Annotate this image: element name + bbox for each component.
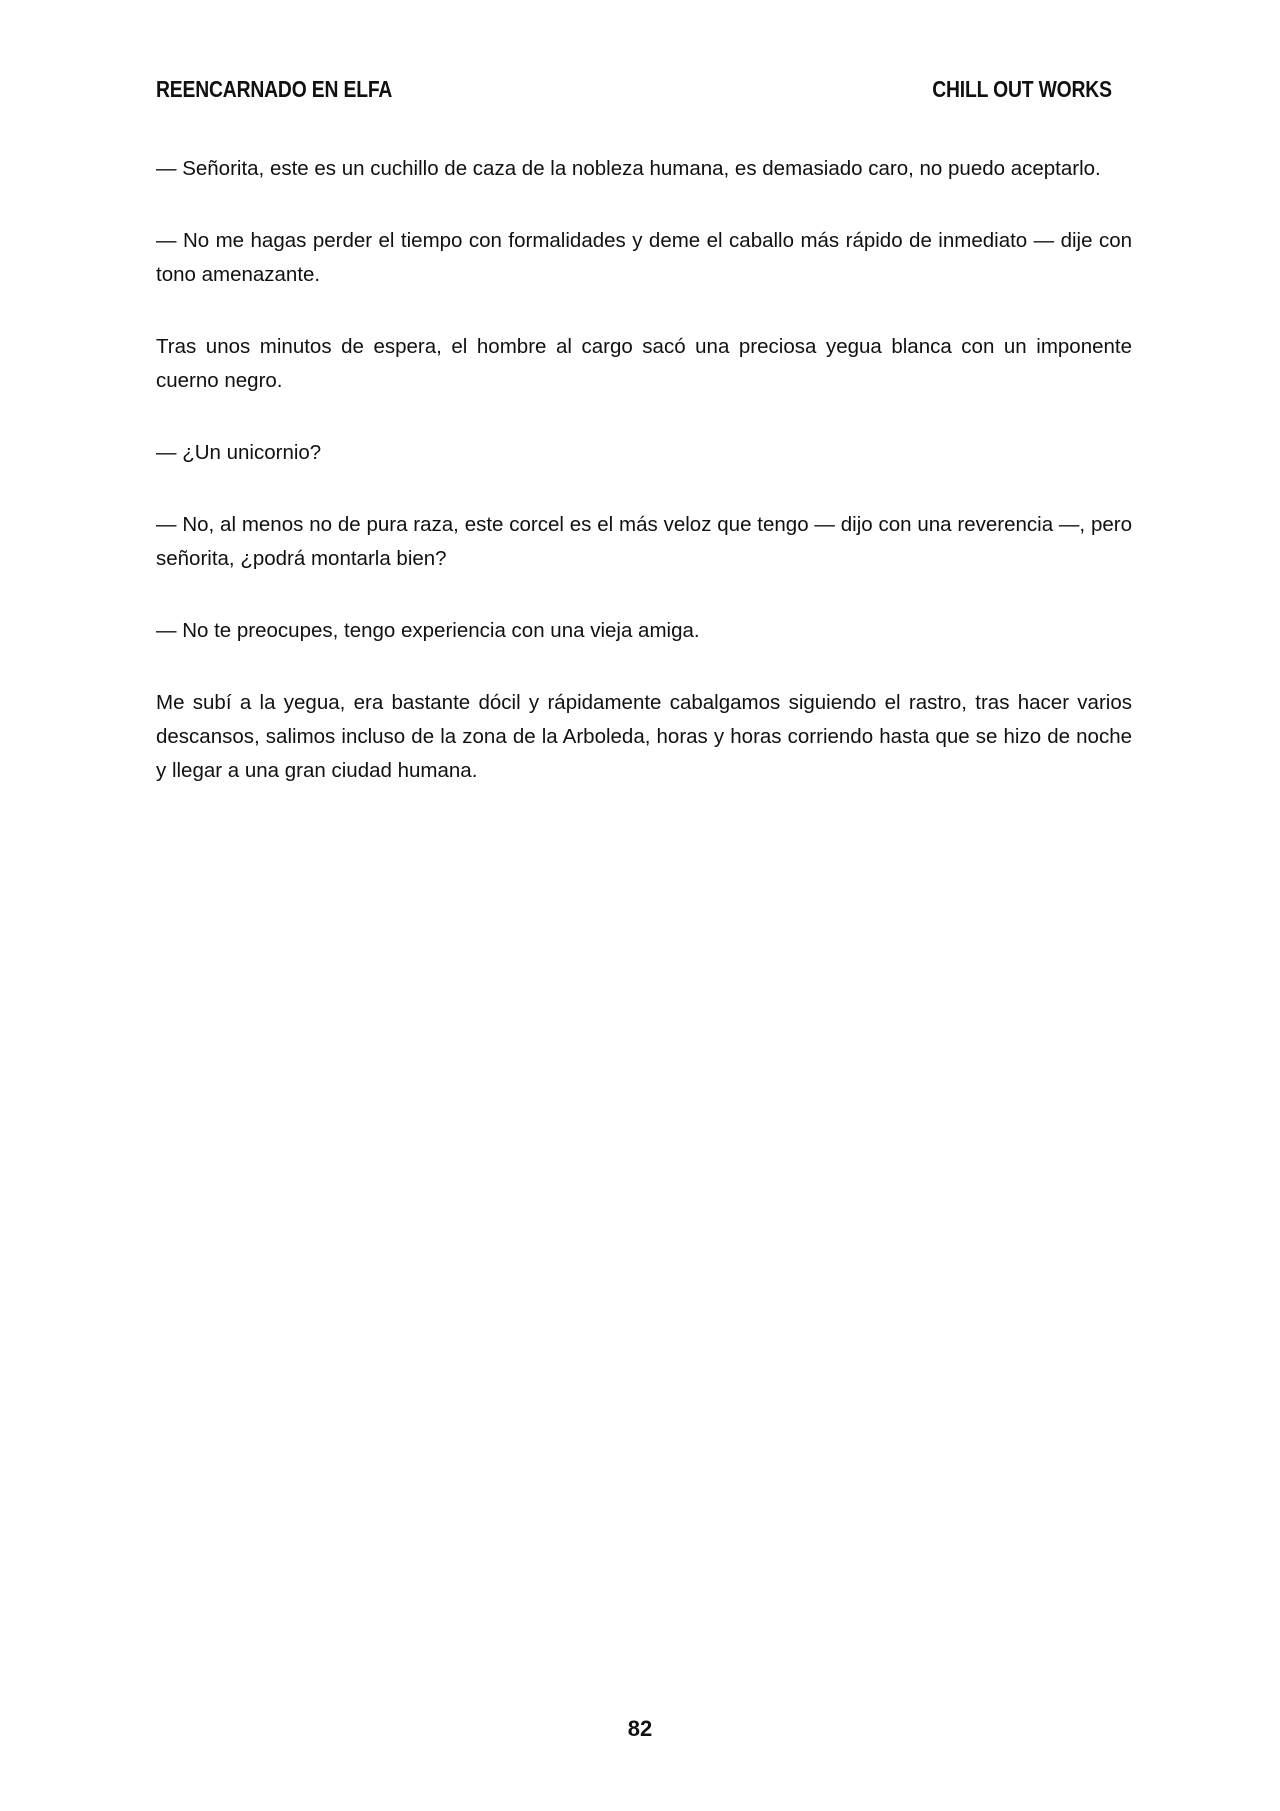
page-number: 82 (627, 1716, 653, 1741)
paragraph: — No te preocupes, tengo experiencia con una vieja amiga. (156, 619, 700, 642)
book-title: REENCARNADO EN ELFA (156, 76, 393, 102)
paragraph: — Señorita, este es un cuchillo de caza de la nobleza humana, es demasiado caro, no puedo aceptarlo. (156, 157, 1101, 180)
paragraph: Tras unos minutos de espera, el hombre al cargo sacó una preciosa yegua blanca con un imponente cuerno negro. (156, 335, 1132, 392)
paragraph: Me subí a la yegua, era bastante dócil y rápidamente cabalgamos siguiendo el rastro, tras hacer varios descansos, salimos incluso de la zona de la Arboleda, horas y horas corriendo hasta que se hizo de noche y llegar a una gran ciudad humana. (156, 691, 1132, 782)
paragraph: — No me hagas perder el tiempo con formalidades y deme el caballo más rápido de inmediato — dije con tono amenazante. (156, 229, 1132, 286)
publisher-name: CHILL OUT WORKS (932, 76, 1112, 102)
running-header (156, 76, 1112, 106)
paragraph: — No, al menos no de pura raza, este corcel es el más veloz que tengo — dijo con una reverencia —, pero señorita, ¿podrá montarla bien? (156, 513, 1132, 570)
body-text (156, 152, 1132, 826)
paragraph: — ¿Un unicornio? (156, 441, 322, 464)
